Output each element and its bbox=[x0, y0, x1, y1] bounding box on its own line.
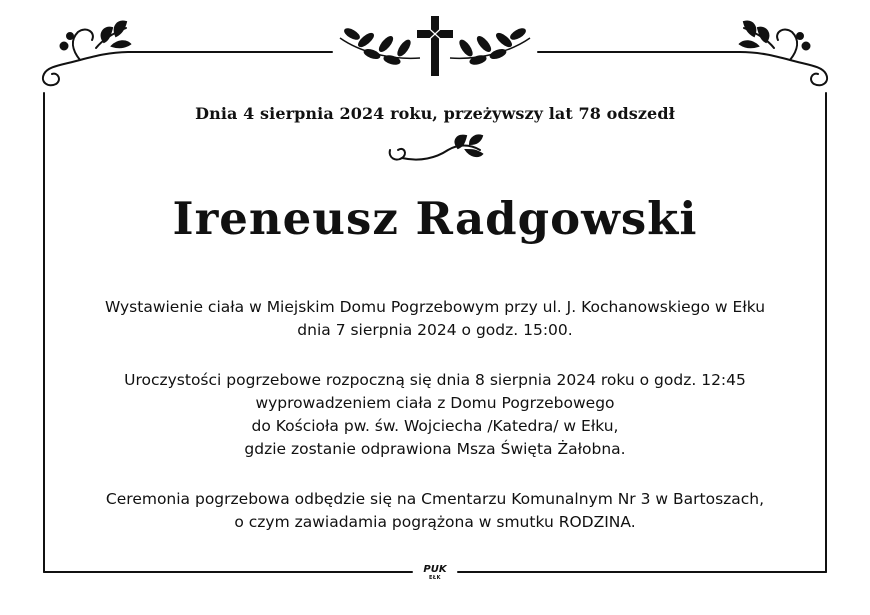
olive-branch-icon bbox=[340, 27, 420, 65]
text-line: gdzie zostanie odprawiona Msza Święta Żałobna. bbox=[244, 440, 626, 458]
olive-branch-icon bbox=[450, 27, 530, 65]
burial-info bbox=[45, 488, 825, 534]
cross-icon bbox=[417, 16, 453, 76]
text-line: Ceremonia pogrzebowa odbędzie się na Cmentarzu Komunalnym Nr 3 w Bartoszach, bbox=[105, 490, 765, 508]
text-line: dnia 7 sierpnia 2024 o godz. 15:00. bbox=[297, 321, 573, 339]
logo-sub-text: EŁK bbox=[428, 575, 441, 581]
death-announcement-line: Dnia 4 sierpnia 2024 roku, przeżywszy lat 78 odszedł bbox=[195, 104, 675, 123]
text-line: Uroczystości pogrzebowe rozpoczną się dnia 8 sierpnia 2024 roku o godz. 12:45 bbox=[124, 371, 746, 389]
text-line: wyprowadzeniem ciała z Domu Pogrzebowego bbox=[255, 394, 615, 412]
funeral-ceremony-info bbox=[45, 369, 825, 461]
viewing-info bbox=[45, 296, 825, 342]
corner-flourish-icon bbox=[740, 22, 827, 86]
small-flourish-icon bbox=[390, 135, 482, 159]
puk-logo bbox=[420, 565, 450, 581]
logo-main-text: PUK bbox=[423, 564, 447, 575]
text-line: o czym zawiadamia pogrążona w smutku RODZINA. bbox=[234, 513, 636, 531]
corner-flourish-icon bbox=[43, 22, 130, 86]
text-line: do Kościoła pw. św. Wojciecha /Katedra/ w Ełku, bbox=[251, 417, 619, 435]
deceased-name: Ireneusz Radgowski bbox=[172, 192, 698, 245]
text-line: Wystawienie ciała w Miejskim Domu Pogrzebowym przy ul. J. Kochanowskiego w Ełku bbox=[104, 298, 766, 316]
